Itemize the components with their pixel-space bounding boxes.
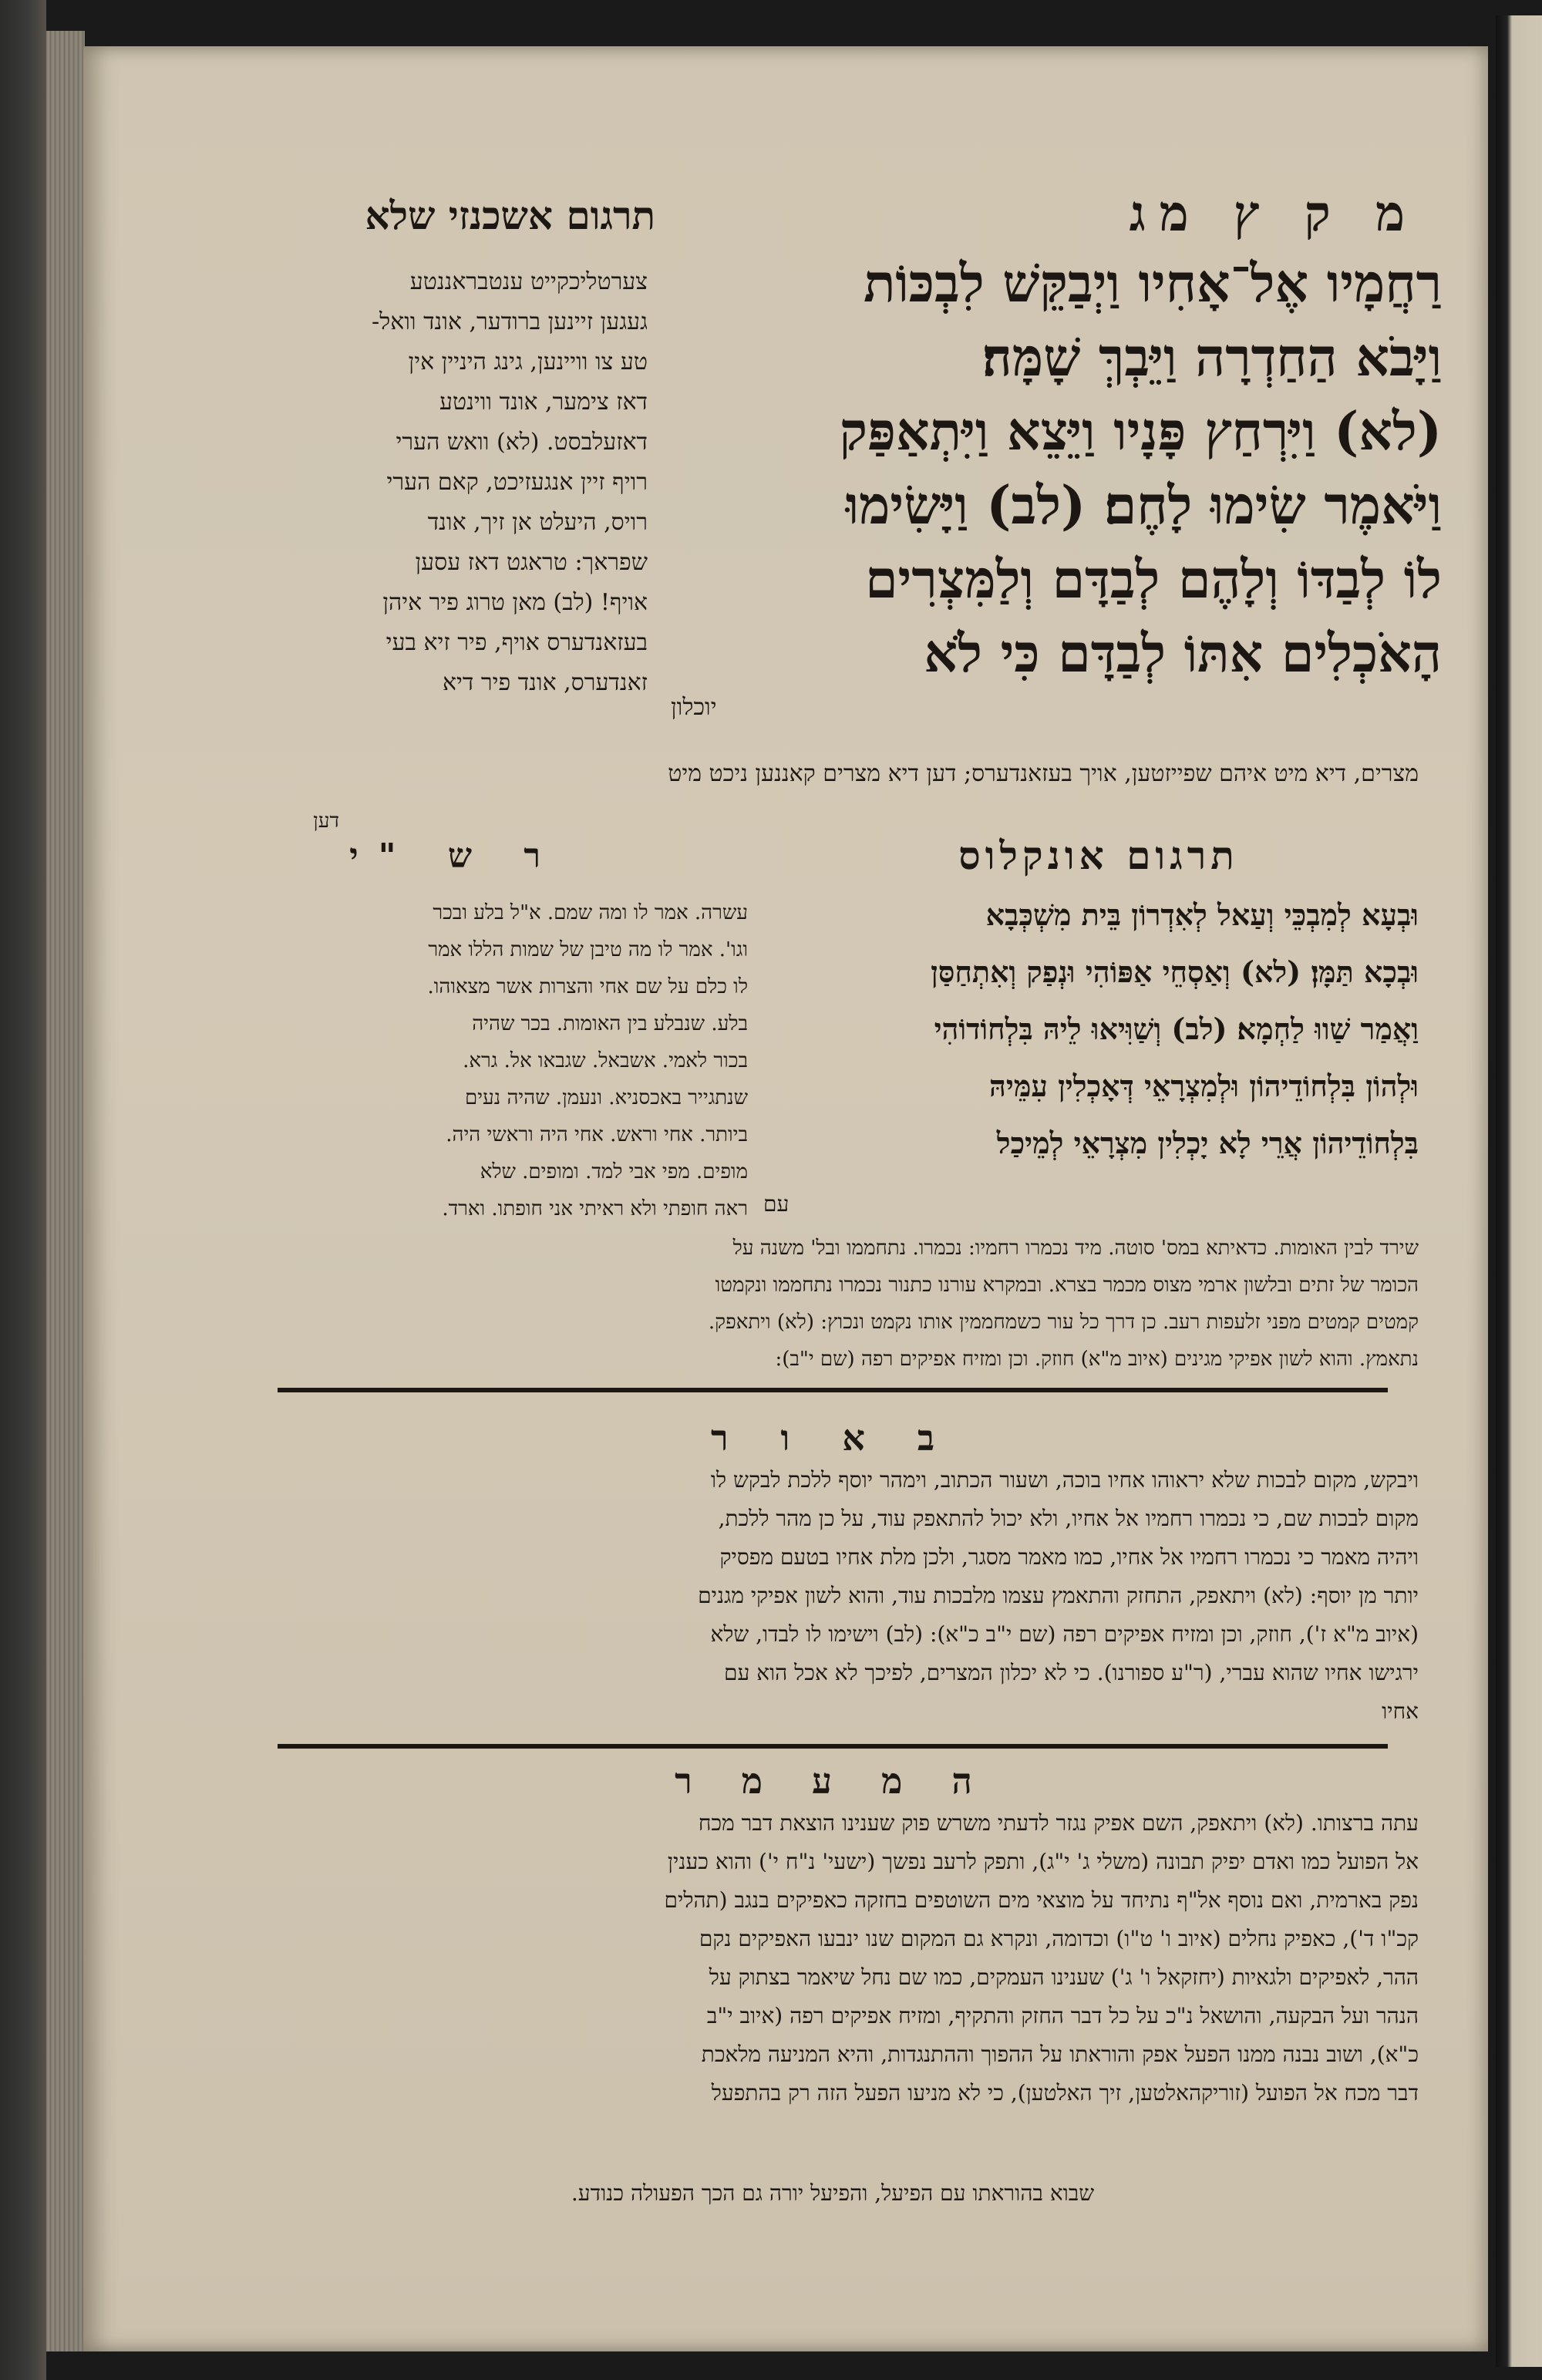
biur-text (247, 1461, 1419, 1731)
hameamer-line: נפק בארמית, ואם נוסף אל"ף נתיחד על מוצאי מים השוטפים בחזקה כאפיקים בנגב (תהלים (664, 1887, 1419, 1913)
rashi-line: וגו'. אמר לו מה טיבן של שמות הללו אמר (428, 938, 748, 961)
book-spine (0, 0, 46, 2380)
verse-line: הָאֹכְלִים אִתּוֹ לְבַדָּם כִּי לֹא (924, 623, 1442, 685)
biur-line: יותר מן יוסף: (לא) ויתאפק, התחזק והתאמץ עצמו מלבכות עוד, והוא לשון אפיקי מגנים (698, 1583, 1419, 1608)
yiddish-line: זאנדערס, אונד פיר דיא (443, 669, 648, 696)
verse-catchword: יוכלון (671, 694, 717, 721)
biur-line: ירגישו אחיו שהוא עברי, (ר"ע ספורנו). כי לא יכלון המצרים, לפיכך לא אכל הוא עם (723, 1660, 1419, 1685)
rashi-full-line: שירד לבין האומות. כדאיתא במס' סוטה. מיד נכמרו רחמיו: נכמרו. נתחממו ובל' משנה על (732, 1237, 1419, 1260)
biur-line: ויהיה מאמר כי נכמרו רחמיו אל אחיו, כמו מאמר מסגר, ולכן מלת אחיו בטעם מפסיק (719, 1544, 1419, 1570)
rashi-line: לו כלם על שם אחי והצרות אשר מצאוהו. (427, 975, 748, 998)
onkelos-line: בִּלְחוֹדֵיהוֹן אֲרֵי לָא יָכְלִין מִצְרָאֵי לְמֵיכַל (996, 1126, 1419, 1160)
rashi-line: בכור לאמי. אשבאל. שגבאו אל. גרא. (463, 1049, 748, 1072)
section-divider (278, 1388, 1388, 1392)
onkelos-line: וּלְהוֹן בִּלְחוֹדֵיהוֹן וּלְמִצְרָאֵי דְּאָכְלִין עִמֵּיהּ (989, 1069, 1419, 1103)
rashi-full-line: נתאמץ. והוא לשון אפיקי מגינים (איוב מ"א) חוזק. וכן ומזיח אפיקים רפה (שם י"ב): (775, 1348, 1419, 1371)
hameamer-last-line: שבוא בהוראתו עם הפיעל, והפיעל יורה גם הכך הפעולה כנודע. (571, 2180, 1095, 2206)
rashi-column (247, 894, 748, 1227)
yiddish-line: געגען זיינען ברודער, אונד וואל- (372, 308, 648, 335)
rashi-heading: ר ש "י (349, 837, 561, 876)
hameamer-line: ההר, לאפיקים ולגאיות (יחזקאל ו' ג') שענינו העמקים, כמו שם נחל שיאמר בצתוק על (709, 1964, 1419, 1990)
onkelos-line: וּבְכָא תַּמָּן׃ (לא) וְאַסְחֵי אַפּוֹהִי וּנְפַק וְאִתְחַסַּן (931, 954, 1419, 989)
rashi-full-line: קמטים קמטים מפני זלעפות רעב. כן דרך כל עור כשמחממין אותו נקמט ונכוץ: (לא) ויתאפק. (708, 1311, 1419, 1334)
hameamer-line: הנהר ועל הבקעה, והושאל נ"כ על כל דבר החזק והתקיף, ומזיח אפיקים רפה (איוב י"ב (706, 2003, 1419, 2028)
onkelos-text (779, 887, 1419, 1172)
hameamer-line: דבר מכח אל הפועל (זוריקהאלטען, זיך האלטען), כי לא מניעו הפעל הזה רק בהתפעל (711, 2080, 1419, 2106)
yiddish-translation-column (247, 262, 648, 703)
rashi-full-width (247, 1230, 1419, 1378)
biur-line: ויבקש, מקום לבכות שלא יראוהו אחיו בוכה, ושעור הכתוב, וימהר יוסף ללכת לבקש לו (710, 1467, 1419, 1493)
biur-line: מקום לבכות שם, כי נכמרו רחמיו אל אחיו, ולא יכול להתאפק עוד, על כן מהר ללכת, (718, 1506, 1419, 1531)
yiddish-line: דאז צימער, אונד ווינטע (439, 389, 648, 416)
verse-line: (לא) וַיִּרְחַץ פָּנָיו וַיֵּצֵא וַיִּתְאַפַּק (839, 401, 1442, 463)
onkelos-catchword: עם (763, 1191, 790, 1217)
verse-line: וַיֹּאמֶר שִׂימוּ לָחֶם׃ (לב) וַיָּשִׂימוּ (845, 475, 1442, 537)
rashi-line: מופים. מפי אבי למד. ומופים. שלא (480, 1160, 748, 1183)
onkelos-line: וּבְעָא לְמִבְכֵּי וְעַאל לְאִדְרוֹן בֵּית מִשְׁכְּבָא (985, 897, 1419, 932)
biur-heading: ב א ו ר (710, 1417, 955, 1459)
hameamer-line: כ"א), ושוב נבנה ממנו הפעל אפק והוראתו על ההפוך וההתנגדות, והיא המניעה מלאכת (701, 2042, 1419, 2067)
yiddish-line: שפראך: טראגט דאז עסען (415, 549, 648, 576)
yiddish-full-width-line: מצרים, דיא מיט איהם שפייזטען, אויך בעזאנדערס; דען דיא מצרים קאננען ניכט מיט (668, 760, 1419, 787)
rashi-line: בלע. שנבלע בין האומות. בכר שהיה (472, 1012, 748, 1035)
onkelos-heading: תרגום אונקלוס (958, 833, 1239, 878)
rashi-line: עשרה. אמר לו ומה שמם. א"ל בלע ובכר (433, 901, 748, 924)
hameamer-heading: ה מ ע מ ר (675, 1760, 991, 1802)
biur-line: אחיו (1382, 1698, 1419, 1724)
hameamer-line: קכ"ו ד'), כאפיק נחלים (איוב ו' ט"ו) וכדומה, ונקרא גם המקום שנו ינבעו האפיקים נקם (699, 1926, 1419, 1951)
yiddish-line: בעזאנדערס אויף, פיר זיא בעי (386, 629, 648, 656)
yiddish-line: רויס, היעלט אן זיך, אונד (427, 509, 648, 536)
hameamer-text (247, 1804, 1419, 2112)
yiddish-line: טע צו וויינען, גינג היניין אין (408, 348, 648, 375)
verse-line: וַיָּבֹא הַחַדְרָה וַיֵּבְךְּ שָׁמָּה׃ (981, 327, 1442, 389)
rashi-line: שנתגייר באכסניא. ונעמן. שהיה נעים (464, 1086, 748, 1109)
facing-page-edge (1496, 15, 1542, 2367)
yiddish-line: רויף זיין אנגעזיכט, קאם הערי (386, 469, 648, 496)
onkelos-line: וַאֲמַר שַׁווּ לַחְמָא׃ (לב) וְשַׁוִּיאוּ לֵיהּ בִּלְחוֹדוֹהִי (934, 1012, 1419, 1046)
verse-line: רַחֲמָיו אֶל־אָחִיו וַיְבַקֵּשׁ לִבְכּוֹת (863, 253, 1442, 315)
biur-line: (איוב מ"א ז'), חוזק, וכן ומזיח אפיקים רפה (שם י"ב כ"א): (לב) וישימו לו לבדו, שלא (710, 1621, 1419, 1647)
rashi-full-line: הכומר של זתים ובלשון ארמי מצוס מכמר בצרא. ובמקרא עורנו כתנור נכמרו נתחממו ונקמטו (715, 1274, 1419, 1297)
hameamer-line: עתה ברצותו. (לא) ויתאפק, השם אפיק נגזר לדעתי משרש פוק שענינו הוצאת דבר מכח (698, 1810, 1419, 1836)
rashi-line: ראה חופתי ולא ראיתי אני חופתו. וארד. (442, 1197, 748, 1220)
hameamer-line: אל הפועל כמו ואדם יפיק תבונה (משלי ג' י"ג), ותפק לרעב נפשך (ישעי' נ"ח י') והוא כענין (667, 1849, 1419, 1874)
section-divider (278, 1744, 1388, 1749)
yiddish-catchword: דען (313, 810, 339, 833)
page-edges (46, 31, 85, 2351)
rashi-line: ביותר. אחי וראש. אחי היה וראשי היה. (446, 1123, 748, 1146)
yiddish-line: דאזעלבסט. (לא) וואש הערי (396, 429, 648, 456)
verse-line: לוֹ לְבַדּוֹ וְלָהֶם לְבַדָּם וְלַמִּצְרִים (865, 549, 1442, 611)
page-header-parsha: מ ק ץ מג (1129, 185, 1419, 243)
torah-verse-block (640, 247, 1442, 691)
yiddish-line: אויף! (לב) מאן טרוג פיר איהן (382, 589, 648, 616)
targum-column-heading: תרגום אשכנזי שלא (365, 193, 655, 238)
yiddish-line: צערטליכקייט ענטבראננטע (409, 268, 648, 295)
